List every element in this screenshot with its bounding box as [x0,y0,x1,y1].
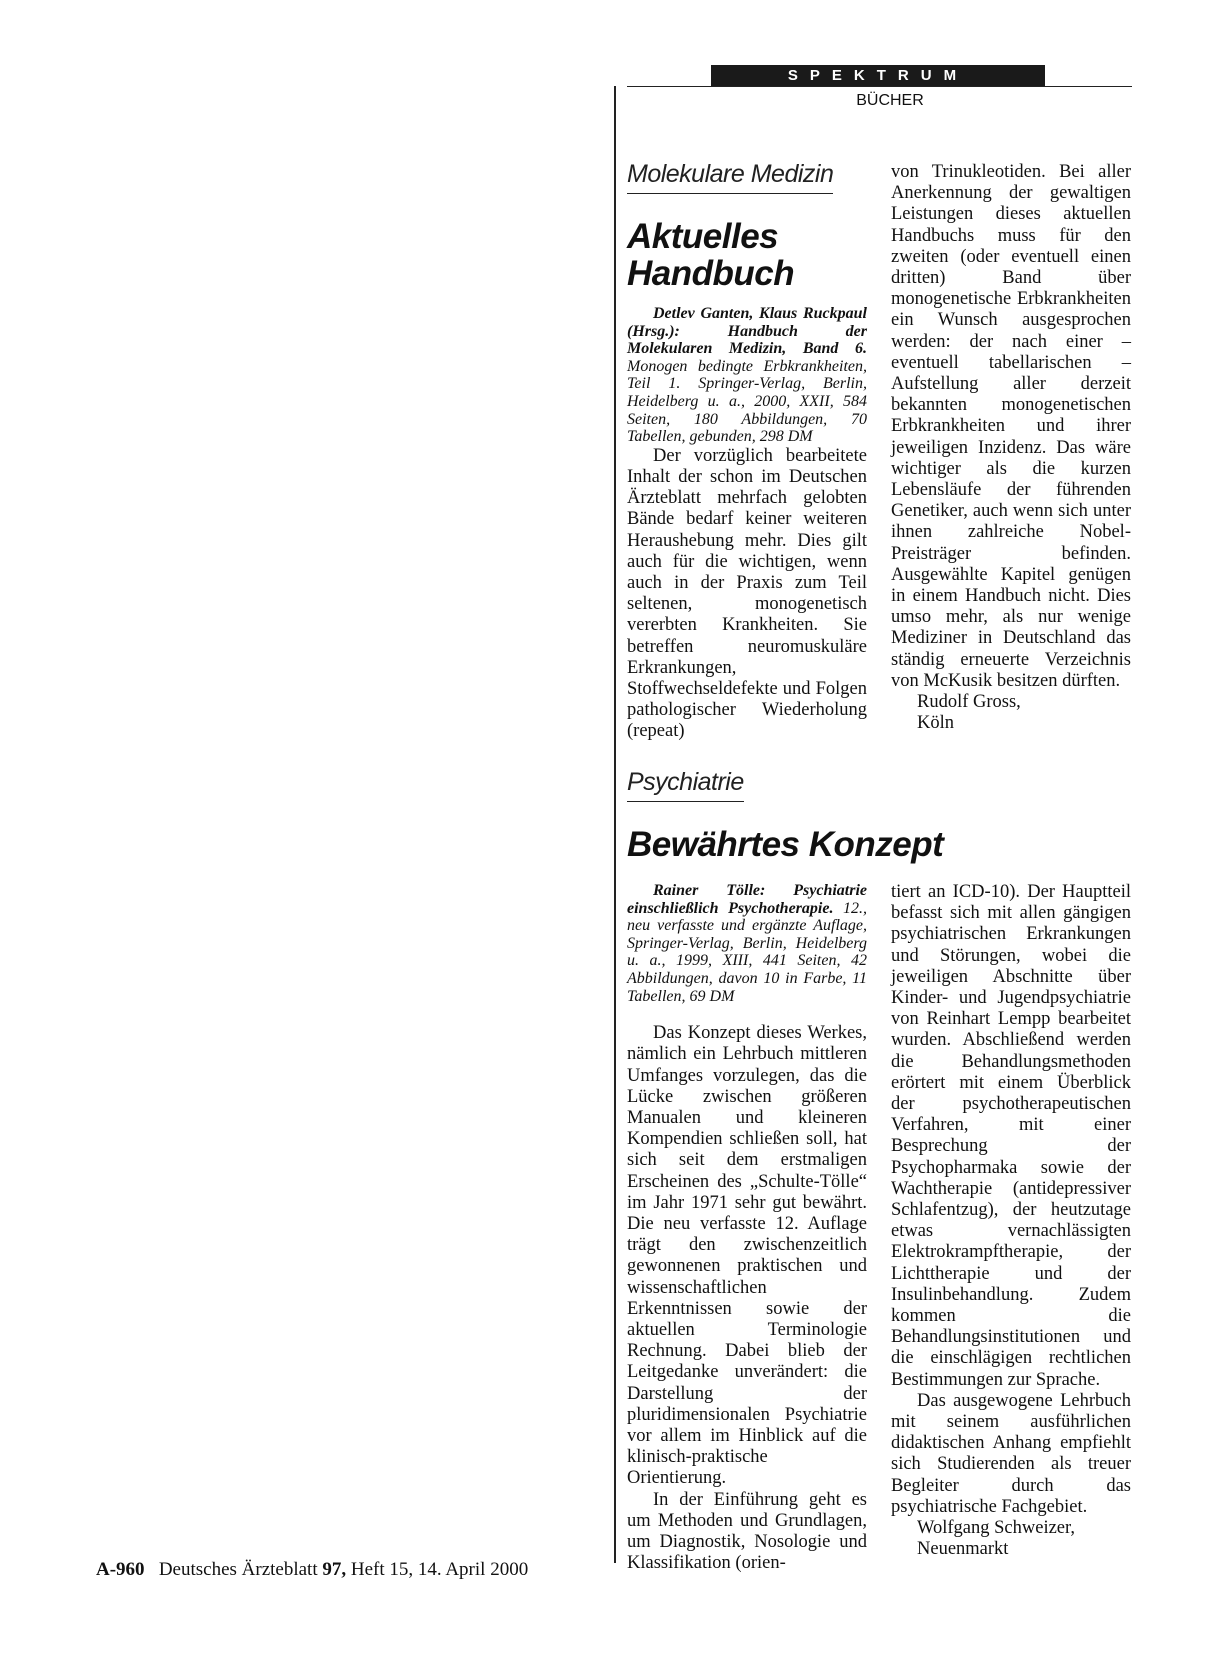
article2-headline: Bewährtes Konzept [627,825,944,864]
article1-body-part1: Der vorzüglich bearbeitete Inhalt der schon im Deutschen Ärzteblatt mehrfach gelobten Bände bedarf keiner weiteren Heraushebung mehr. Dies gilt auch für die wichtigen, wenn auch in der Praxis zum Teil seltenen, monogenetisch vererbten Krankheiten. Sie betreffen neuromuskuläre Erkrankungen, Stoffwechseldefekte und Folgen pathologischer Wiederholung (repeat) [627,445,867,742]
article1-citation-details: Monogen bedingte Erbkrankheiten, Teil 1. Springer-Verlag, Berlin, Heidelberg u. a., 2000, XXII, 584 Seiten, 180 Abbildungen, 70 Tabellen, gebunden, 298 DM [627,357,867,446]
journal-issue: Heft 15, 14. April 2000 [350,1559,529,1580]
article2-body-paragraph3: tiert an ICD-10). Der Hauptteil befasst sich mit allen gängigen psychiatrischen Erkrankungen und Störungen, wobei die jeweiligen Abschnitte über Kinder- und Jugendpsychiatrie von Reinhart Lempp bearbeitet wurden. Abschließend werden die Behandlungsmethoden erörtert mit einem Überblick der psychotherapeutischen Verfahren, mit einer Besprechung der Psychopharmaka sowie der Wachtherapie (antidepressiver Schlafentzug), der heutzutage etwas vernachlässigten Elektrokrampftherapie, der Lichttherapie und der Insulinbehandlung. Zudem kommen die Behandlungsinstitutionen und die einschlägigen rechtlichen Bestimmungen zur Sprache. [891,882,1131,1390]
page-number: A-960 [96,1559,145,1580]
journal-volume: 97, [322,1559,347,1580]
section-banner [711,65,1045,86]
article2-citation-details: 12., neu verfasste und ergänzte Auflage, Springer-Verlag, Berlin, Heidelberg u. a., 1999, XIII, 441 Seiten, 42 Abbildungen, davon 10 in Farbe, 11 Tabellen, 69 DM [627,899,867,1005]
article1-headline-line2: Handbuch [627,254,795,293]
article2-signature [891,1518,1131,1560]
article1-body-part2: von Trinukleotiden. Bei aller Anerkennung der gewaltigen Leistungen dieses aktuellen Handbuchs muss für den zweiten (oder eventuell einen dritten) Band über monogenetische Erbkrankheiten ein Wunsch ausgesprochen werden: der nach einer – eventuell tabellarischen – Aufstellung aller derzeit bekannten monogenetischen Erbkrankheiten und ihrer jeweiligen Inzidenz. Das wäre wichtiger als die kurzen Lebensläufe der führenden Genetiker, auch wenn sich unter ihnen zahlreiche Nobel-Preisträger befinden. Ausgewählte Kapitel genügen in einem Handbuch nicht. Dies umso mehr, als nur wenige Mediziner in Deutschland das ständig erneuerte Verzeichnis von McKusik besitzen dürften. [891,162,1131,691]
subsection-label: BÜCHER [856,92,924,109]
article1-signature-city: Köln [917,713,954,734]
article2-body-paragraph2: In der Einführung geht es um Methoden und Grundlagen, um Diagnostik, Nosologie und Klassifikation (orien- [627,1489,867,1574]
section-banner-label: SPEKTRUM [787,67,969,84]
article2-signature-city: Neuenmarkt [917,1539,1009,1560]
article2-citation-author: Rainer Tölle: Psychiatrie einschließlich Psychotherapie. [627,882,867,917]
page-footer [96,1559,528,1581]
article2-body-paragraph4: Das ausgewogene Lehrbuch mit seinem ausführlichen didaktischen Anhang empfiehlt sich Studierenden als treuer Begleiter durch das psychiatrische Fachgebiet. [891,1390,1131,1517]
article1-citation-author: Detlev Ganten, Klaus Ruckpaul (Hrsg.): Handbuch der Molekularen Medizin, Band 6. [627,305,867,358]
article1-headline-line1: Aktuelles [627,217,779,256]
header-rule [627,86,1132,87]
article1-signature [891,692,1131,734]
article1-column-left [627,305,867,743]
journal-name: Deutsches Ärzteblatt [158,1559,318,1580]
article1-column-right [891,162,1131,734]
column-divider [614,86,616,1563]
article1-citation [627,305,867,446]
article1-signature-name: Rudolf Gross, [917,692,1021,713]
article2-column-left [627,882,867,1574]
article1-section-title: Molekulare Medizin [627,160,833,194]
article2-signature-name: Wolfgang Schweizer, [917,1518,1076,1539]
article2-section-title: Psychiatrie [627,768,744,802]
article2-body-paragraph1: Das Konzept dieses Werkes, nämlich ein Lehrbuch mittleren Umfanges vorzulegen, das die Lücke zwischen größeren Manualen und kleineren Kompendien schließen soll, hat sich seit dem erstmaligen Erscheinen des „Schulte-Tölle“ im Jahr 1971 sehr gut bewährt. Die neu verfasste 12. Auflage trägt den zwischenzeitlich gewonnenen praktischen und wissenschaftlichen Erkenntnissen sowie der aktuellen Terminologie Rechnung. Dabei blieb der Leitgedanke unverändert: die Darstellung der pluridimensionalen Psychiatrie vor allem im Hinblick auf die klinisch-praktische Orientierung. [627,1023,867,1489]
article2-citation [627,882,867,1005]
article1-headline [627,218,794,292]
article2-column-right [891,882,1131,1561]
